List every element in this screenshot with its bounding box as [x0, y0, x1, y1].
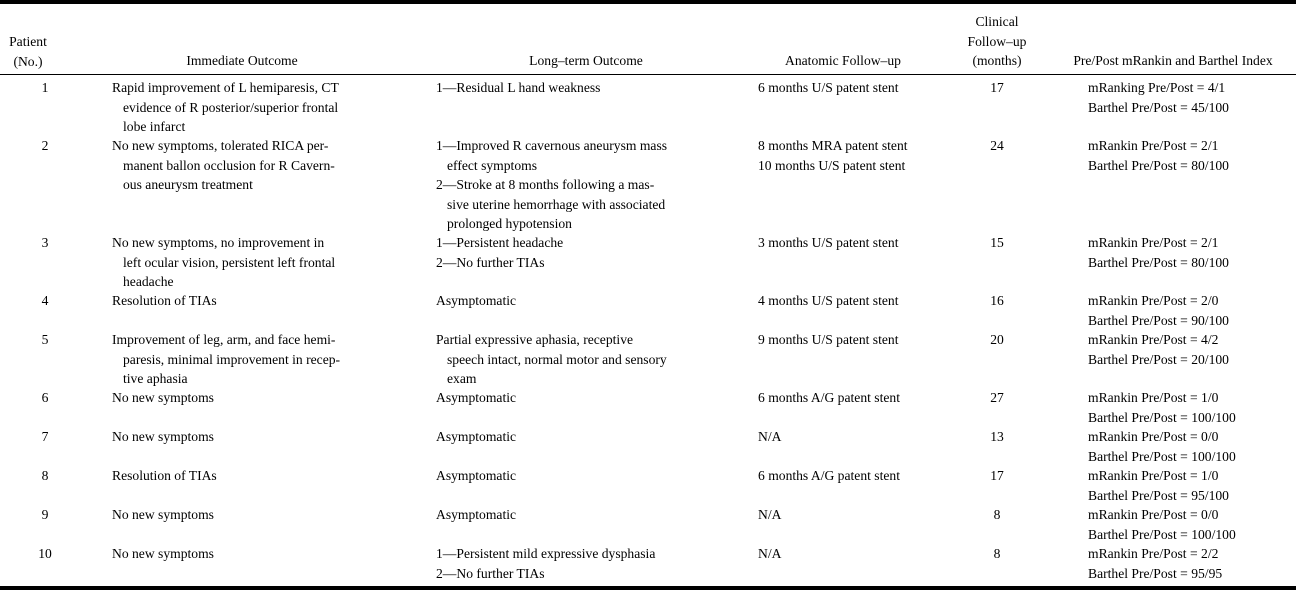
cell-clinical: 17 — [990, 80, 1004, 95]
text-line: Asymptomatic — [436, 429, 517, 444]
cell-patient: 10 — [38, 546, 52, 561]
text-line: 6 months A/G patent stent — [758, 468, 900, 483]
cell-immediate — [112, 505, 214, 525]
cell-anatomic — [758, 136, 908, 175]
cell-anatomic — [758, 505, 781, 525]
cell-patient: 9 — [41, 507, 49, 522]
cell-longterm — [436, 330, 667, 389]
header-clinical-line: Clinical — [975, 14, 1019, 29]
text-line: effect symptoms — [447, 157, 537, 173]
text-line: headache — [123, 274, 174, 289]
header-index: Pre/Post mRankin and Barthel Index — [1073, 53, 1273, 68]
cell-anatomic — [758, 78, 898, 98]
cell-patient: 3 — [41, 235, 49, 250]
cell-immediate — [112, 466, 217, 486]
cell-longterm — [436, 291, 516, 311]
text-line: ous aneurysm treatment — [123, 177, 253, 192]
text-line: lobe infarct — [123, 119, 186, 134]
text-line: mRanking Pre/Post = 4/1 — [1088, 80, 1226, 95]
cell-patient: 4 — [41, 293, 49, 308]
cell-clinical: 20 — [990, 332, 1004, 347]
text-line: No new symptoms — [112, 507, 214, 522]
header-rule — [0, 74, 1296, 75]
text-line: mRankin Pre/Post = 0/0 — [1088, 429, 1219, 444]
text-line: Barthel Pre/Post = 80/100 — [1088, 157, 1229, 173]
text-line: N/A — [758, 546, 782, 561]
text-line: mRankin Pre/Post = 1/0 — [1088, 390, 1219, 405]
cell-longterm — [436, 388, 516, 408]
text-line: Barthel Pre/Post = 80/100 — [1088, 254, 1229, 270]
cell-clinical: 27 — [990, 390, 1004, 405]
cell-longterm — [436, 466, 516, 486]
cell-anatomic — [758, 388, 900, 408]
cell-index — [1088, 291, 1229, 330]
header-patient-line: (No.) — [13, 53, 43, 69]
cell-patient: 5 — [41, 332, 49, 347]
header-immediate-outcome: Immediate Outcome — [186, 53, 298, 68]
text-line: Resolution of TIAs — [112, 468, 217, 483]
cell-patient: 7 — [41, 429, 49, 444]
header-patient — [0, 32, 56, 71]
cell-immediate — [112, 291, 217, 311]
text-line: Partial expressive aphasia, receptive — [436, 332, 634, 347]
header-clinical-followup — [950, 12, 1044, 71]
cell-immediate — [112, 544, 214, 564]
cell-clinical: 16 — [990, 293, 1004, 308]
text-line: 4 months U/S patent stent — [758, 293, 899, 308]
cell-longterm — [436, 233, 563, 272]
text-line: 1—Improved R cavernous aneurysm mass — [436, 138, 668, 153]
cell-clinical: 15 — [990, 235, 1004, 250]
cell-index — [1088, 136, 1229, 175]
cell-clinical: 17 — [990, 468, 1004, 483]
header-anatomic-followup: Anatomic Follow–up — [785, 53, 901, 68]
cell-index — [1088, 466, 1229, 505]
header-clinical-line: (months) — [972, 53, 1022, 68]
text-line: 2—Stroke at 8 months following a mas- — [436, 177, 655, 192]
text-line: 10 months U/S patent stent — [758, 157, 906, 173]
text-line: No new symptoms, tolerated RICA per- — [112, 138, 329, 153]
text-line: Barthel Pre/Post = 100/100 — [1088, 448, 1236, 464]
bottom-rule — [0, 586, 1296, 590]
text-line: mRankin Pre/Post = 2/1 — [1088, 235, 1219, 250]
text-line: 2—No further TIAs — [436, 565, 545, 581]
header-longterm-outcome: Long–term Outcome — [529, 53, 643, 68]
text-line: Barthel Pre/Post = 100/100 — [1088, 526, 1236, 542]
cell-immediate — [112, 427, 214, 447]
cell-clinical: 8 — [993, 507, 1001, 522]
text-line: 3 months U/S patent stent — [758, 235, 899, 250]
cell-anatomic — [758, 233, 898, 253]
text-line: Barthel Pre/Post = 45/100 — [1088, 99, 1229, 115]
cell-anatomic — [758, 291, 898, 311]
text-line: mRankin Pre/Post = 0/0 — [1088, 507, 1219, 522]
text-line: Improvement of leg, arm, and face hemi- — [112, 332, 336, 347]
text-line: evidence of R posterior/superior frontal — [123, 99, 339, 115]
text-line: left ocular vision, persistent left frontal — [123, 254, 336, 270]
cell-index — [1088, 505, 1236, 544]
text-line: 9 months U/S patent stent — [758, 332, 899, 347]
cell-patient: 8 — [41, 468, 49, 483]
text-line: Barthel Pre/Post = 20/100 — [1088, 351, 1229, 367]
text-line: No new symptoms, no improvement in — [112, 235, 325, 250]
cell-anatomic — [758, 427, 781, 447]
text-line: 6 months A/G patent stent — [758, 390, 900, 405]
cell-patient: 2 — [41, 138, 49, 153]
cell-immediate — [112, 78, 339, 137]
cell-longterm — [436, 544, 655, 583]
cell-anatomic — [758, 544, 781, 564]
text-line: tive aphasia — [123, 371, 188, 386]
text-line: No new symptoms — [112, 429, 214, 444]
text-line: Barthel Pre/Post = 95/100 — [1088, 487, 1229, 503]
text-line: exam — [447, 371, 477, 386]
cell-index — [1088, 233, 1229, 272]
text-line: Barthel Pre/Post = 95/95 — [1088, 565, 1223, 581]
cell-immediate — [112, 330, 340, 389]
text-line: 1—Residual L hand weakness — [436, 80, 601, 95]
cell-clinical: 8 — [993, 546, 1001, 561]
text-line: 1—Persistent mild expressive dysphasia — [436, 546, 656, 561]
cell-longterm — [436, 136, 667, 234]
text-line: 1—Persistent headache — [436, 235, 564, 250]
text-line: mRankin Pre/Post = 4/2 — [1088, 332, 1219, 347]
cell-longterm — [436, 78, 600, 98]
cell-clinical: 13 — [990, 429, 1004, 444]
cell-longterm — [436, 505, 516, 525]
cell-longterm — [436, 427, 516, 447]
text-line: Asymptomatic — [436, 468, 517, 483]
header-clinical-line: Follow–up — [967, 33, 1027, 49]
text-line: paresis, minimal improvement in recep- — [123, 351, 341, 367]
top-rule — [0, 0, 1296, 4]
text-line: 6 months U/S patent stent — [758, 80, 899, 95]
cell-anatomic — [758, 330, 898, 350]
text-line: manent ballon occlusion for R Cavern- — [123, 157, 335, 173]
text-line: Barthel Pre/Post = 90/100 — [1088, 312, 1229, 328]
text-line: mRankin Pre/Post = 1/0 — [1088, 468, 1219, 483]
text-line: mRankin Pre/Post = 2/2 — [1088, 546, 1219, 561]
text-line: 2—No further TIAs — [436, 254, 545, 270]
cell-anatomic — [758, 466, 900, 486]
cell-index — [1088, 388, 1236, 427]
cell-immediate — [112, 136, 335, 195]
cell-clinical: 24 — [990, 138, 1004, 153]
cell-patient: 6 — [41, 390, 49, 405]
cell-immediate — [112, 233, 335, 292]
text-line: Asymptomatic — [436, 293, 517, 308]
header-patient-line: Patient — [9, 34, 47, 49]
text-line: mRankin Pre/Post = 2/1 — [1088, 138, 1219, 153]
text-line: N/A — [758, 429, 782, 444]
cell-index — [1088, 330, 1229, 369]
cell-index — [1088, 544, 1222, 583]
text-line: mRankin Pre/Post = 2/0 — [1088, 293, 1219, 308]
text-line: No new symptoms — [112, 546, 214, 561]
text-line: No new symptoms — [112, 390, 214, 405]
text-line: Asymptomatic — [436, 390, 517, 405]
cell-immediate — [112, 388, 214, 408]
cell-patient: 1 — [41, 80, 49, 95]
text-line: speech intact, normal motor and sensory — [447, 351, 667, 367]
text-line: 8 months MRA patent stent — [758, 138, 908, 153]
cell-index — [1088, 78, 1229, 117]
text-line: N/A — [758, 507, 782, 522]
text-line: sive uterine hemorrhage with associated — [447, 196, 666, 212]
text-line: Asymptomatic — [436, 507, 517, 522]
cell-index — [1088, 427, 1236, 466]
text-line: Rapid improvement of L hemiparesis, CT — [112, 80, 339, 95]
text-line: Resolution of TIAs — [112, 293, 217, 308]
text-line: Barthel Pre/Post = 100/100 — [1088, 409, 1236, 425]
text-line: prolonged hypotension — [447, 216, 572, 231]
